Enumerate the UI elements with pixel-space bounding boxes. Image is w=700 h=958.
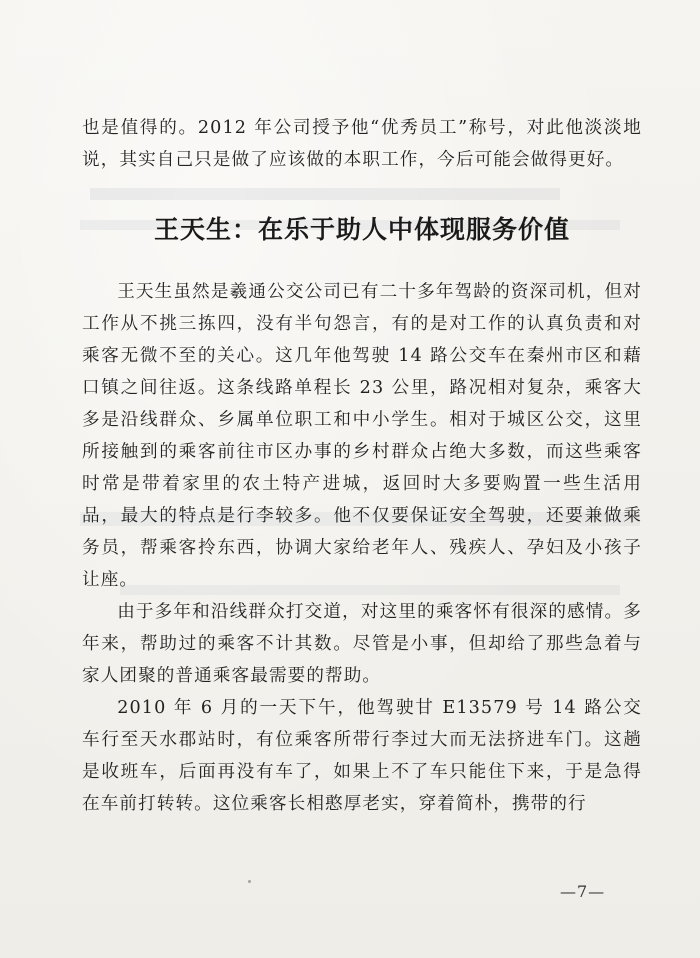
intro-paragraph: 也是值得的。2012 年公司授予他“优秀员工”称号，对此他淡淡地说，其实自己只是做了应该做的本职工作，今后可能会做得更好。 bbox=[82, 118, 642, 170]
body-paragraph: 王天生虽然是羲通公交公司已有二十多年驾龄的资深司机，但对工作从不挑三拣四，没有半句怨言，有的是对工作的认真负责和对乘客无微不至的关心。这几年他驾驶 14 路公交车在秦州市区和藉口镇之间往返。这条线路单程长 23 公里，路况相对复杂，乘客大多是沿线群众、乡属单位职工和中小学生。相对于城区公交，这里所接触到的乘客前往市区办事的乡村群众占绝大多数，而这些乘客时常是带着家里的农土特产进城，返回时大多要购置一些生活用品，最大的特点是行李较多。他不仅要保证安全驾驶，还要兼做乘务员，帮乘客拎东西，协调大家给老年人、残疾人、孕妇及小孩子让座。 bbox=[82, 282, 642, 590]
body-paragraph: 2010 年 6 月的一天下午，他驾驶甘 E13579 号 14 路公交车行至天水郡站时，有位乘客所带行李过大而无法挤进车门。这趟是收班车，后面再没有车了，如果上不了车只能住下来，于是急得在车前打转转。这位乘客长相憨厚老实，穿着简朴，携带的行 bbox=[82, 698, 642, 814]
document-body bbox=[82, 112, 642, 820]
body-paragraph: 由于多年和沿线群众打交道，对这里的乘客怀有很深的感情。多年来，帮助过的乘客不计其数。尽管是小事，但却给了那些急着与家人团聚的普通乘客最需要的帮助。 bbox=[82, 602, 642, 686]
section-heading: 王天生：在乐于助人中体现服务价值 bbox=[153, 215, 570, 244]
page-number: —7— bbox=[560, 882, 606, 901]
paper-speck bbox=[248, 880, 251, 883]
